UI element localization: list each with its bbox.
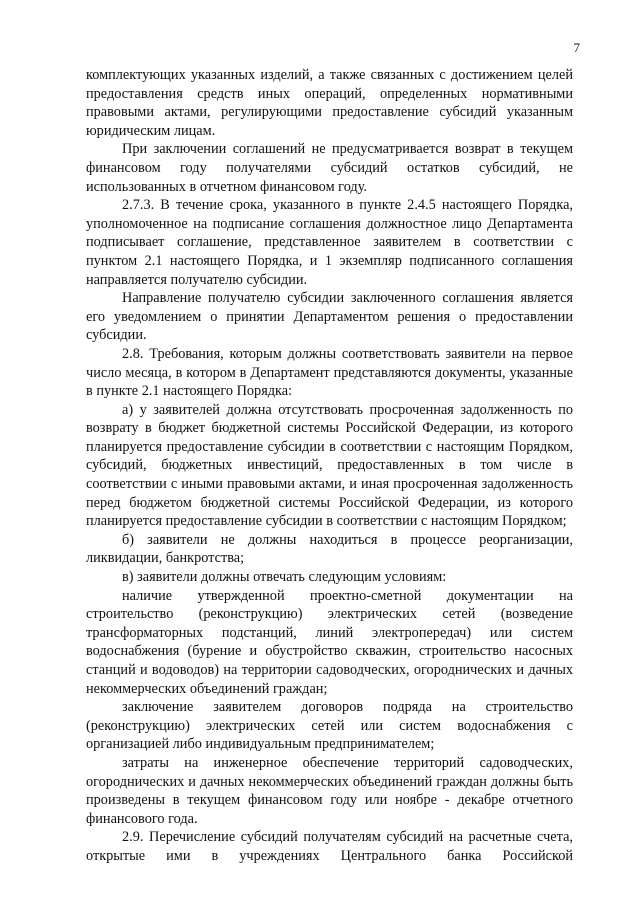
page-number: 7: [573, 40, 580, 55]
paragraph: При заключении соглашений не предусматривается возврат в текущем финансовом году получателями субсидий остатков субсидий, не использованных в отчетном финансовом году.: [86, 141, 573, 195]
paragraph: 2.9. Перечисление субсидий получателям субсидий на расчетные счета, открытые ими в учреждениях Центрального банка Российской: [86, 829, 573, 864]
paragraph: в) заявители должны отвечать следующим условиям:: [122, 569, 447, 586]
paragraph: затраты на инженерное обеспечение территорий садоводческих, огороднических и дачных некоммерческих объединений граждан должны быть произведены в текущем финансовом году или ноябре - декабре отчетного финансового года.: [86, 754, 573, 827]
paragraph: б) заявители не должны находиться в процессе реорганизации, ликвидации, банкротства;: [86, 531, 573, 567]
paragraph: Направление получателю субсидии заключенного соглашения является его уведомлением о принятии Департаментом решения о предоставлении субсидии.: [86, 290, 573, 344]
paragraph: 2.7.3. В течение срока, указанного в пункте 2.4.5 настоящего Порядка, уполномоченное на подписание соглашения должностное лицо Департамента подписывает соглашение, представленное заявителем в соответствии с пунктом 2.1 настоящего Порядка, и 1 экземпляр подписанного соглашения направляется получателю субсидии.: [86, 197, 573, 288]
paragraph: комплектующих указанных изделий, а также связанных с достижением целей предоставления средств иных операций, определенных нормативными правовыми актами, регулирующими предоставление субсидий указанным юридическим лицам.: [86, 67, 573, 139]
paragraph: 2.8. Требования, которым должны соответствовать заявители на первое число месяца, в котором в Департамент представляются документы, указанные в пункте 2.1 настоящего Порядка:: [86, 345, 573, 400]
paragraph: заключение заявителем договоров подряда на строительство (реконструкцию) электрических сетей или систем водоснабжения с организацией либо индивидуальным предпринимателем;: [86, 699, 573, 753]
document-body: [86, 66, 573, 866]
paragraph: а) у заявителей должна отсутствовать просроченная задолженность по возврату в бюджет бюджетной системы Российской Федерации, из которого планируется предоставление субсидии в соответствии с настоящим Порядком, субсидий, бюджетных инвестиций, предоставленных в том числе в соответствии с иными правовыми актами, и иная просроченная задолженность перед бюджетом бюджетной системы Российской Федерации, из которого планируется предоставление субсидии в соответствии с настоящим Порядком;: [86, 401, 573, 530]
paragraph: наличие утвержденной проектно-сметной документации на строительство (реконструкцию) электрических сетей (возведение трансформаторных подстанций, линий электропередач) или систем водоснабжения (бурение и обустройство скважин, строительство насосных станций и водоводов) на территории садоводческих, огороднических и дачных некоммерческих объединений граждан;: [86, 587, 573, 697]
